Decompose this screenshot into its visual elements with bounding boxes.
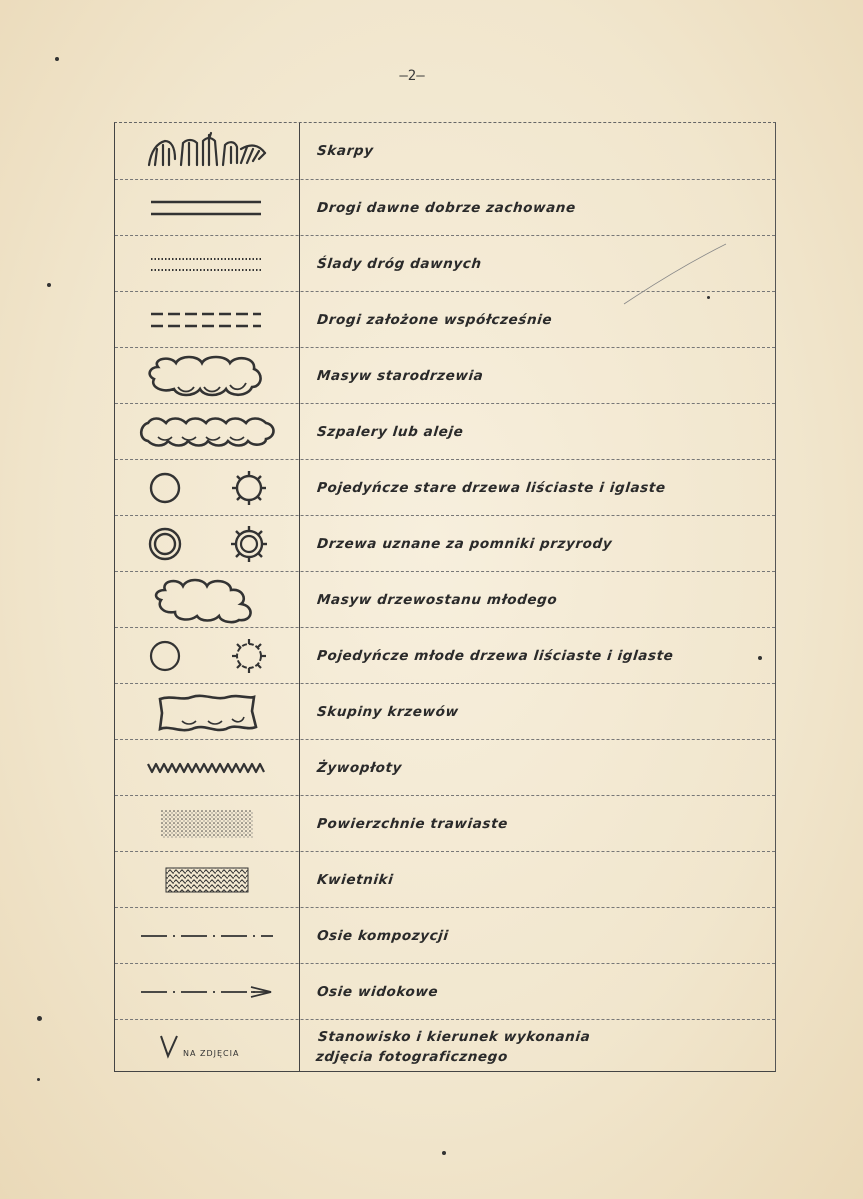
legend-label bbox=[314, 1020, 770, 1074]
legend-label: Skarpy bbox=[316, 143, 375, 159]
legend-row-lawns bbox=[115, 795, 775, 852]
legend-label: Drogi założone współcześnie bbox=[316, 312, 554, 328]
young-single-tree-symbol bbox=[115, 628, 299, 684]
young-tree-mass-symbol bbox=[115, 572, 299, 628]
legend-label-line-2: zdjęcia fotograficznego bbox=[315, 1049, 509, 1065]
escarpment-symbol bbox=[115, 123, 299, 179]
photo-symbol-text: NA ZDJĘCIA bbox=[183, 1048, 240, 1058]
legend-row-photo-point bbox=[115, 1019, 775, 1074]
legend-row-hedges bbox=[115, 739, 775, 796]
legend-row-old-single-trees bbox=[115, 459, 775, 516]
alley-symbol bbox=[115, 404, 299, 460]
photo-direction-icon bbox=[159, 1034, 179, 1060]
legend-label: Ślady dróg dawnych bbox=[316, 256, 483, 272]
legend-label: Szpalery lub aleje bbox=[316, 424, 465, 440]
legend-row-composition-axes bbox=[115, 907, 775, 964]
legend-row-young-single-trees bbox=[115, 627, 775, 684]
legend-label: Pojedyńcze stare drzewa liściaste i iglaste bbox=[316, 480, 667, 496]
legend-row-old-roads bbox=[115, 179, 775, 236]
view-axis-symbol bbox=[115, 964, 299, 1020]
legend-label: Osie kompozycji bbox=[316, 928, 450, 944]
old-road-symbol bbox=[115, 180, 299, 236]
road-trace-symbol bbox=[115, 236, 299, 292]
pencil-mark bbox=[620, 240, 730, 310]
modern-road-symbol bbox=[115, 292, 299, 348]
legend-row-skarpy bbox=[115, 123, 775, 179]
legend-label-line-1: Stanowisko i kierunek wykonania bbox=[317, 1029, 592, 1045]
scan-speck bbox=[55, 57, 59, 61]
composition-axis-symbol bbox=[115, 908, 299, 964]
legend-label: Skupiny krzewów bbox=[316, 704, 460, 720]
legend-label: Drzewa uznane za pomniki przyrody bbox=[316, 536, 614, 552]
legend-label: Masyw starodrzewia bbox=[316, 368, 485, 384]
legend-label: Osie widokowe bbox=[316, 984, 440, 1000]
legend-label: Kwietniki bbox=[316, 872, 395, 888]
scan-speck bbox=[37, 1016, 42, 1021]
legend-row-natural-monuments bbox=[115, 515, 775, 572]
legend-row-flowerbeds bbox=[115, 851, 775, 908]
legend-row-view-axes bbox=[115, 963, 775, 1020]
legend-row-alleys bbox=[115, 403, 775, 460]
scan-speck bbox=[758, 656, 762, 660]
hedge-symbol bbox=[115, 740, 299, 796]
shrub-group-symbol bbox=[115, 684, 299, 740]
legend-row-young-stand bbox=[115, 571, 775, 628]
legend-label: Powierzchnie trawiaste bbox=[316, 816, 509, 832]
natural-monument-tree-symbol bbox=[115, 516, 299, 572]
lawn-symbol bbox=[115, 796, 299, 852]
flowerbed-symbol bbox=[115, 852, 299, 908]
scan-speck bbox=[37, 1078, 40, 1081]
legend-label: Pojedyńcze młode drzewa liściaste i iglaste bbox=[316, 648, 675, 664]
scan-speck bbox=[442, 1151, 446, 1155]
legend-label: Drogi dawne dobrze zachowane bbox=[316, 200, 577, 216]
legend-label: Żywopłoty bbox=[316, 760, 403, 776]
photo-point-symbol bbox=[115, 1020, 299, 1074]
legend-row-old-stand bbox=[115, 347, 775, 404]
legend-row-shrub-groups bbox=[115, 683, 775, 740]
legend-label: Masyw drzewostanu młodego bbox=[316, 592, 559, 608]
page-number: —2— bbox=[399, 68, 425, 84]
old-single-tree-symbol bbox=[115, 460, 299, 516]
old-tree-mass-symbol bbox=[115, 348, 299, 404]
scan-speck bbox=[47, 283, 51, 287]
